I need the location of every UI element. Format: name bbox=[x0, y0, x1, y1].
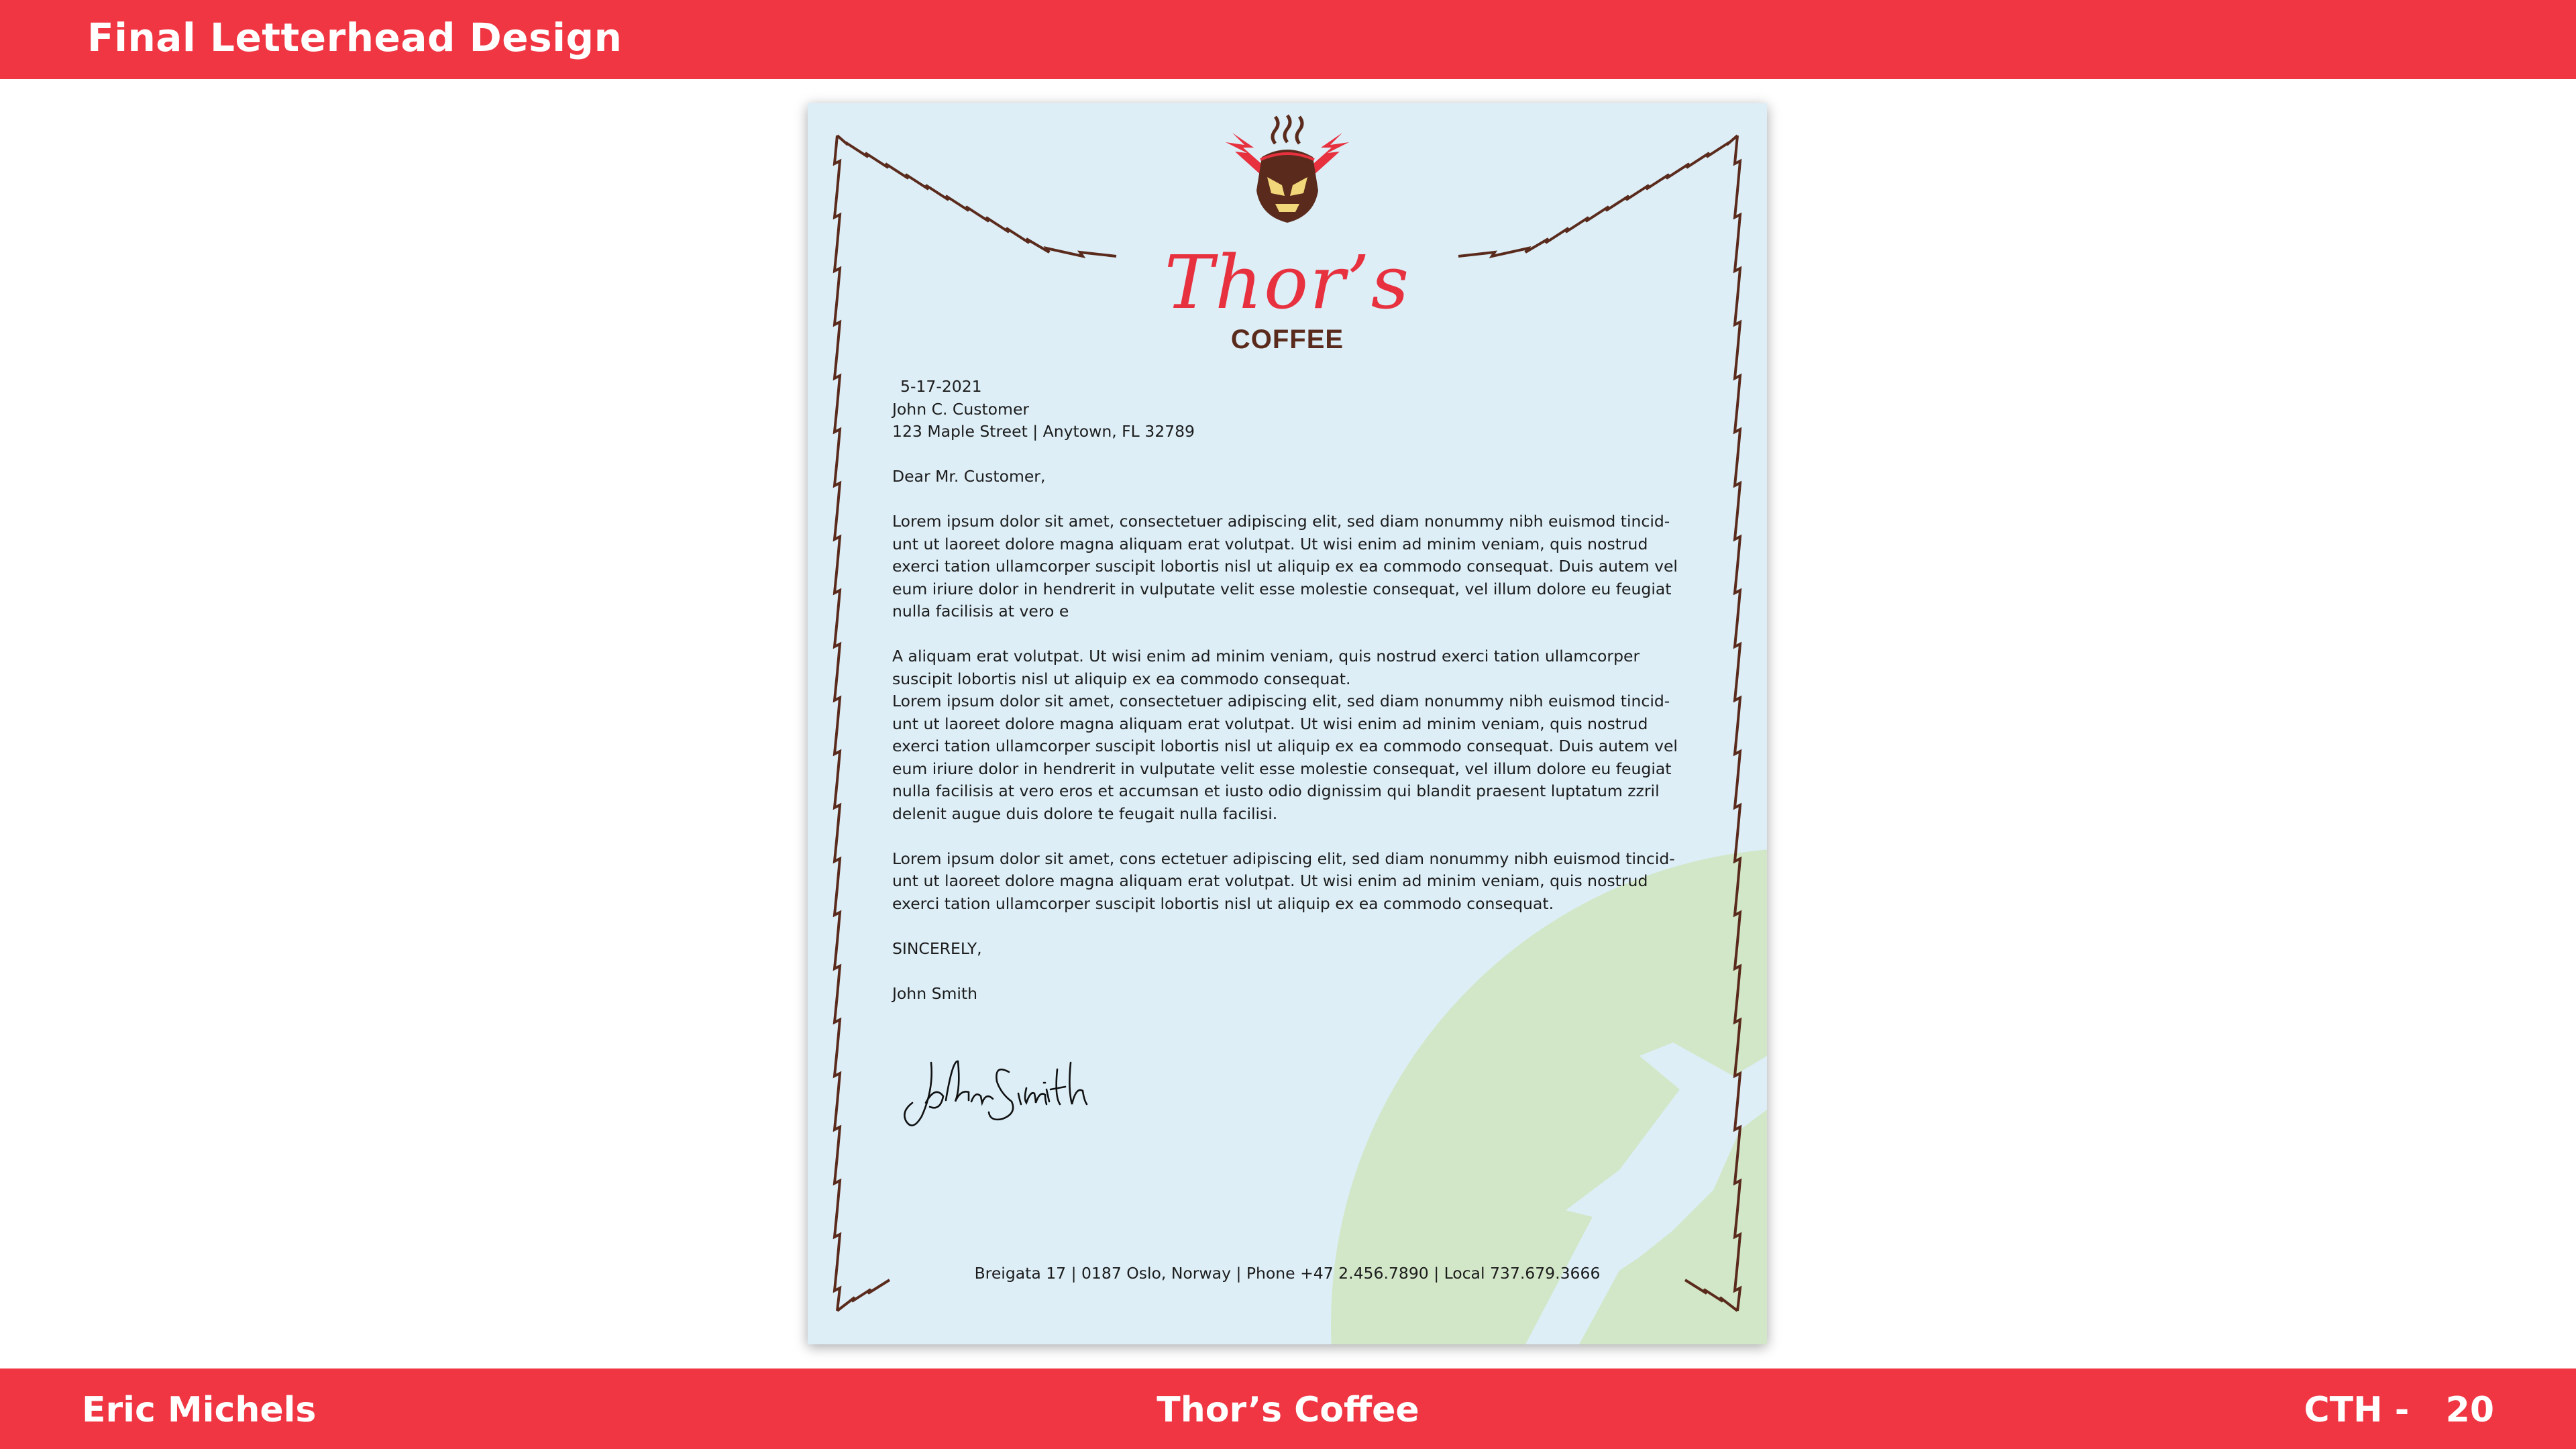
slide-title: Final Letterhead Design bbox=[87, 15, 623, 60]
closing: SINCERELY, bbox=[892, 938, 982, 958]
author-name: Eric Michels bbox=[82, 1390, 317, 1430]
brand-subtitle: COFFEE bbox=[1230, 325, 1344, 354]
project-name: Thor’s Coffee bbox=[1157, 1390, 1419, 1430]
letter-body bbox=[892, 376, 1690, 1005]
salutation: Dear Mr. Customer, bbox=[892, 467, 1046, 486]
signer-name: John Smith bbox=[892, 983, 978, 1003]
footer-address-text: Breigata 17 | 0187 Oslo, Norway | Phone +47 2.456.7890 | Local 737.679.3666 bbox=[974, 1264, 1601, 1283]
recipient-address: 123 Maple Street | Anytown, FL 32789 bbox=[892, 422, 1195, 441]
paragraph-1: Lorem ipsum dolor sit amet, consectetuer adipiscing elit, sed diam nonummy nibh euismod tincid-unt ut laoreet dolore magna aliquam erat volutpat. Ut wisi enim ad minim veniam, quis nostrud exerci tation ullamcorper suscipit lobortis nisl ut aliquip ex ea commodo consequat. Duis autem vel eum iriure dolor in hendrerit in vulputate velit esse molestie consequat, vel illum dolore eu feugiat nulla facilisis at vero e bbox=[892, 512, 1678, 621]
paragraph-3: Lorem ipsum dolor sit amet, cons ectetuer adipiscing elit, sed diam nonummy nibh euismod tincid-unt ut laoreet dolore magna aliquam erat volutpat. Ut wisi enim ad minim veniam, quis nostrud exerci tation ullamcorper suscipit lobortis nisl ut aliquip ex ea commodo consequat. bbox=[892, 849, 1675, 913]
handwritten-signature bbox=[904, 1061, 1087, 1126]
letter-date: 5-17-2021 bbox=[900, 377, 982, 396]
page-number: CTH - 20 bbox=[2304, 1390, 2494, 1430]
top-header-bar bbox=[0, 0, 2576, 79]
letterhead-footer-address bbox=[808, 1264, 1767, 1283]
paragraph-2b: Lorem ipsum dolor sit amet, consectetuer adipiscing elit, sed diam nonummy nibh euismod tincid-unt ut laoreet dolore magna aliquam erat volutpat. Ut wisi enim ad minim veniam, quis nostrud exerci tation ullamcorper suscipit lobortis nisl ut aliquip ex ea commodo consequat. Duis autem vel eum iriure dolor in hendrerit in vulputate velit esse molestie consequat, vel illum dolore eu feugiat nulla facilisis at vero eros et accumsan et iusto odio dignissim qui blandit praesent luptatum zzril delenit augue duis dolore te feugait nulla facilisi. bbox=[892, 692, 1678, 823]
paragraph-2a: A aliquam erat volutpat. Ut wisi enim ad minim veniam, quis nostrud exerci tation ullamcorper suscipit lobortis nisl ut aliquip ex ea commodo consequat. bbox=[892, 647, 1640, 688]
bottom-footer-bar bbox=[0, 1368, 2576, 1449]
thor-helmet-logo-icon bbox=[1226, 115, 1349, 223]
letterhead-sheet bbox=[808, 103, 1767, 1344]
recipient-name: John C. Customer bbox=[892, 399, 1030, 419]
brand-name: Thor’s bbox=[1164, 239, 1411, 325]
